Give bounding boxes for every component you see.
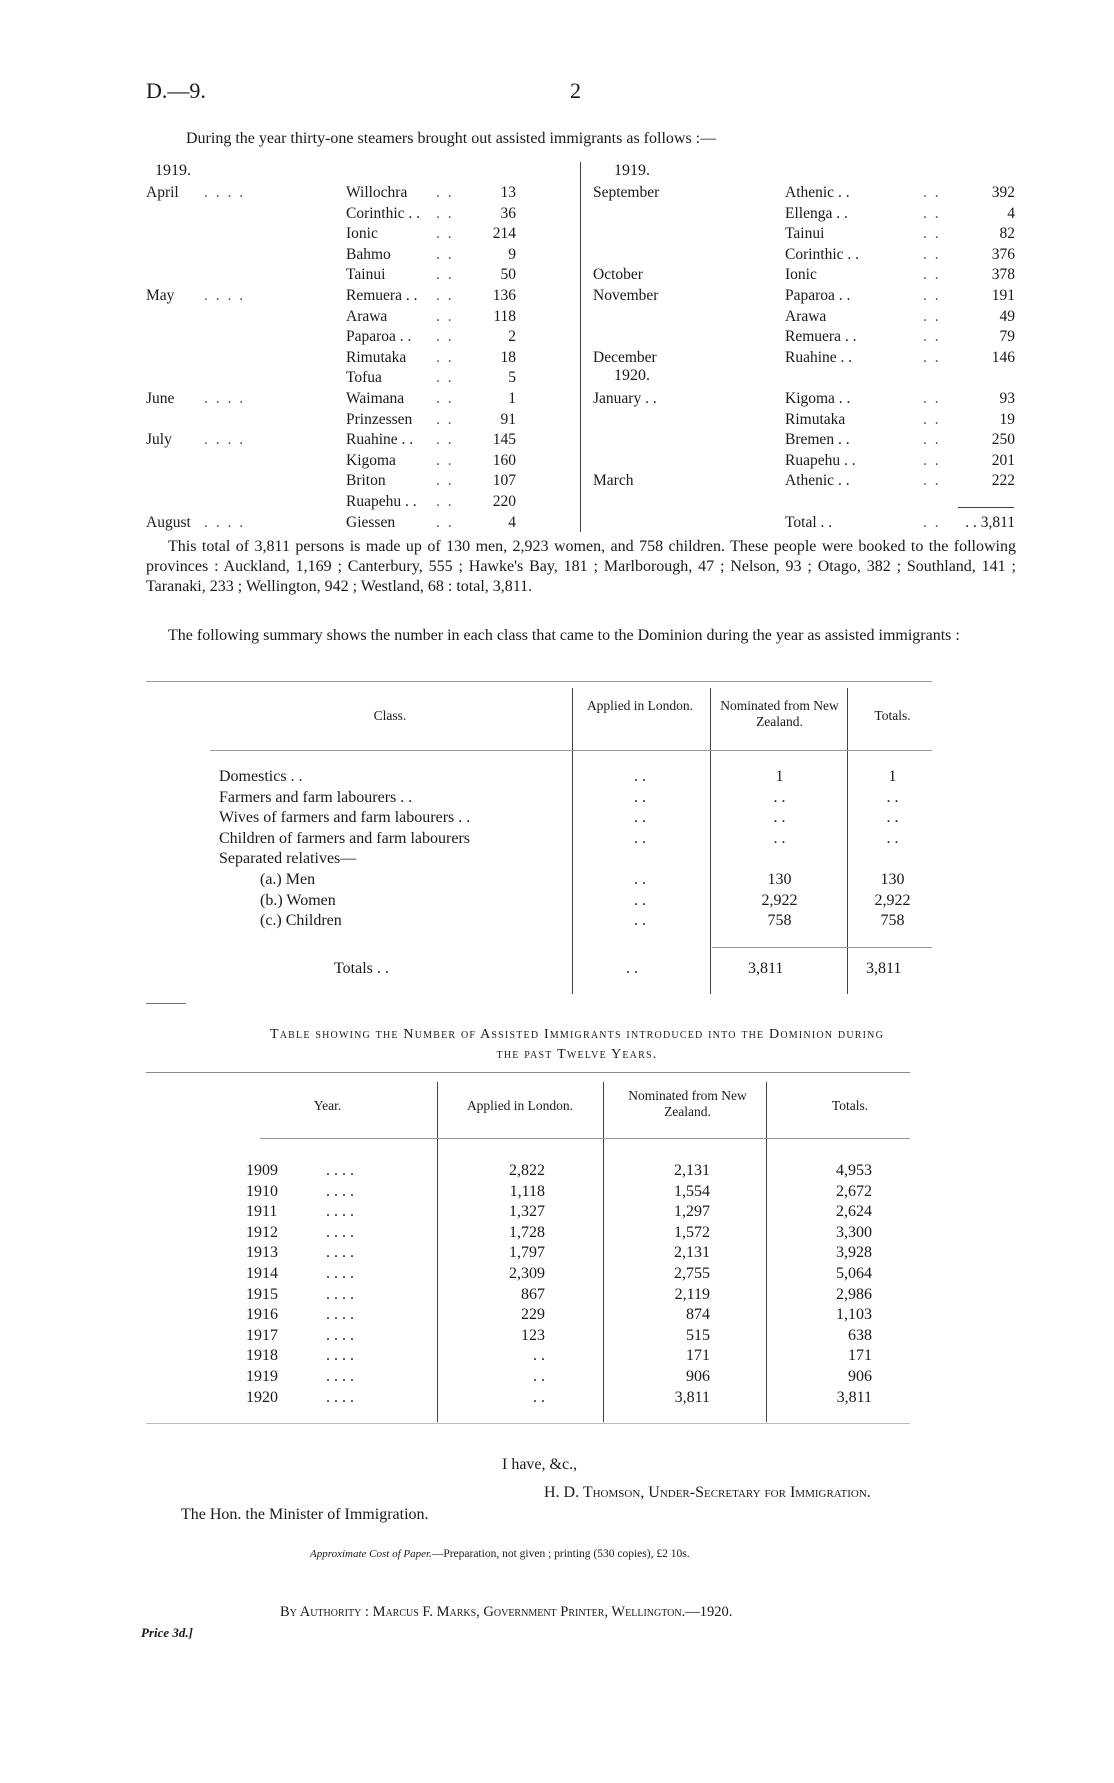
ship-row: [593, 471, 1015, 492]
ship-count: 82: [999, 225, 1015, 243]
ship-list-left: [146, 183, 576, 533]
ship-row: [146, 368, 576, 389]
ship-row: [593, 492, 1015, 513]
class-total: 2,922: [874, 891, 911, 909]
year-label: 1915: [246, 1285, 278, 1303]
year-nz: 1,572: [674, 1223, 710, 1241]
leader-dots: . . . .: [326, 1182, 354, 1200]
class-label: (b.) Women: [260, 891, 336, 909]
year-nz: 3,811: [674, 1388, 710, 1406]
leader-dots: . .: [923, 410, 941, 428]
class-intro-paragraph: The following summary shows the number in each class that came to the Dominion during the year as assisted immigrants :: [168, 627, 960, 644]
ship-name: Kigoma . .: [785, 389, 851, 407]
ship-row: [593, 245, 1015, 266]
year-label: 1918: [246, 1347, 278, 1365]
leader-dots: . . . .: [326, 1306, 354, 1324]
class-label: (c.) Children: [260, 912, 342, 930]
class-label: Farmers and farm labourers . .: [219, 788, 413, 806]
ship-row: [593, 368, 1015, 389]
ship-count: 378: [991, 266, 1015, 284]
class-total: 1: [888, 768, 897, 785]
leader-dots: . . . .: [326, 1203, 354, 1221]
ship-count: 93: [999, 389, 1015, 407]
summary-paragraph: This total of 3,811 persons is made up of 130 men, 2,923 women, and 758 children. These people were booked to the following provinces : Auckland, 1,169 ; Canterbury, 555 ; Hawke's Bay, 181 ; Marlborough, 47 ; Nelson, 93 ; Otago, 382 ; Southland, 141 ; Taranaki, 233 ; Wellington, 942 ; Westland, 68 : total, 3,811.: [146, 538, 1016, 595]
ship-row: [593, 183, 1015, 204]
year-nz: 515: [686, 1326, 710, 1344]
ship-month: September: [593, 184, 660, 201]
ship-name: Athenic . .: [785, 184, 850, 201]
ship-count: 19: [999, 410, 1015, 428]
ship-row: [146, 286, 576, 307]
leader-dots: . .: [923, 348, 941, 366]
ship-name: Paparoa . .: [785, 286, 851, 304]
year-total: 171: [848, 1347, 872, 1365]
ship-count: 145: [492, 431, 516, 449]
ship-month: January . .: [593, 389, 657, 407]
ship-name: Giessen: [346, 513, 396, 531]
class-nz: 758: [767, 912, 792, 930]
totals-london: . .: [626, 960, 638, 977]
leader-dots: . .: [923, 266, 941, 284]
ship-count: 222: [991, 472, 1015, 490]
ship-name: Rimutaka: [346, 348, 407, 366]
year-london: . .: [533, 1347, 545, 1365]
leader-dots: . .: [923, 286, 941, 304]
ship-month: March: [593, 472, 634, 490]
ship-count: 79: [999, 328, 1015, 346]
ship-count: 136: [492, 286, 516, 304]
year-total: 906: [848, 1368, 872, 1385]
year-nz: 1,554: [674, 1182, 710, 1200]
leader-dots: . .: [436, 410, 454, 428]
ship-name: Ruapehu . .: [785, 451, 856, 469]
ship-count: 4: [508, 513, 516, 531]
class-label: (a.) Men: [260, 871, 316, 888]
ship-count: 160: [492, 451, 516, 469]
addressee: The Hon. the Minister of Immigration.: [181, 1506, 429, 1523]
leader-dots: . . . .: [204, 184, 246, 201]
ship-row: [593, 348, 1015, 369]
year-total: 5,064: [836, 1265, 872, 1282]
year-nz: 874: [686, 1306, 710, 1324]
leader-dots: . . . .: [204, 286, 246, 304]
year-london: 123: [521, 1326, 545, 1344]
year-nz: 2,755: [674, 1265, 710, 1282]
ship-row: [146, 389, 576, 410]
leader-dots: . .: [436, 431, 454, 449]
ship-count: 50: [500, 266, 516, 284]
leader-dots: . . . .: [326, 1223, 354, 1241]
ship-name: Tofua: [346, 369, 382, 387]
ship-count: 13: [500, 184, 516, 201]
ship-count: 49: [999, 307, 1015, 325]
class-nz: 2,922: [761, 891, 798, 909]
ship-count: 392: [991, 184, 1015, 201]
class-label: Wives of farmers and farm labourers . .: [219, 809, 471, 827]
ship-row: [593, 224, 1015, 245]
class-nz: . .: [773, 788, 786, 806]
leader-dots: . .: [923, 307, 941, 325]
ship-row: [146, 327, 576, 348]
ship-row: [146, 224, 576, 245]
nz-header: Nominated from New Zealand.: [720, 698, 839, 729]
ship-name: Prinzessen: [346, 410, 413, 428]
leader-dots: . . . .: [204, 513, 246, 531]
year-nz: 906: [686, 1368, 710, 1385]
left-year: 1919.: [155, 162, 191, 179]
years-table-title-2: the past Twelve Years.: [496, 1047, 658, 1062]
year-total: 3,928: [836, 1244, 872, 1262]
leader-dots: . . . .: [326, 1265, 354, 1282]
ship-count: 91: [500, 410, 516, 428]
ship-name: Athenic . .: [785, 472, 850, 490]
ship-row: [146, 410, 576, 431]
ship-row: [593, 327, 1015, 348]
ship-name: Remuera . .: [346, 286, 418, 304]
ship-name: Arawa: [346, 307, 388, 325]
ship-name: Kigoma: [346, 451, 396, 469]
class-total: . .: [886, 788, 899, 806]
intro-line: During the year thirty-one steamers brought out assisted immigrants as follows :—: [186, 130, 717, 147]
ship-count: 36: [500, 204, 516, 222]
year-label: 1911: [246, 1203, 278, 1221]
ship-count: 146: [991, 348, 1015, 366]
ship-row: [593, 430, 1015, 451]
leader-dots: . .: [436, 369, 454, 387]
ship-name: Total . .: [785, 513, 833, 531]
leader-dots: . .: [436, 225, 454, 243]
class-london: . .: [634, 768, 646, 785]
ship-count: . . 3,811: [965, 513, 1015, 531]
ship-month: April: [146, 184, 179, 201]
leader-dots: . . . .: [326, 1162, 354, 1179]
class-label: Separated relatives—: [219, 850, 357, 868]
leader-dots: . .: [923, 328, 941, 346]
ship-name: Rimutaka: [785, 410, 846, 428]
ship-count: 201: [991, 451, 1015, 469]
leader-dots: . . . .: [204, 431, 246, 449]
class-london: . .: [634, 891, 646, 909]
ship-row: [146, 492, 576, 513]
total-rule: [958, 507, 1014, 508]
ship-row: [146, 451, 576, 472]
ship-row: [593, 204, 1015, 225]
leader-dots: . .: [436, 184, 454, 201]
cost-text: —Preparation, not given ; printing (530 copies), £2 10s.: [431, 1548, 690, 1560]
year-total: 2,624: [836, 1203, 872, 1221]
ship-month: August: [146, 513, 191, 531]
year-nz: 2,131: [674, 1162, 710, 1179]
leader-dots: . .: [436, 286, 454, 304]
year-nz: 2,131: [674, 1244, 710, 1262]
year-london: 2,309: [509, 1265, 545, 1282]
right-year: 1919.: [614, 162, 650, 179]
ship-month: May: [146, 286, 175, 304]
ship-count: 250: [991, 431, 1015, 449]
ship-name: Remuera . .: [785, 328, 857, 346]
year-label: 1919: [246, 1368, 278, 1385]
leader-dots: . .: [923, 184, 941, 201]
class-london: . .: [634, 912, 646, 930]
year-total: 4,953: [836, 1162, 872, 1179]
ship-name: Willochra: [346, 184, 408, 201]
ship-count: 376: [991, 245, 1015, 263]
ship-name: Ruahine . .: [785, 348, 853, 366]
leader-dots: . .: [923, 513, 941, 531]
ship-row: [593, 265, 1015, 286]
class-total: . .: [886, 829, 899, 847]
ship-count: 1: [508, 389, 516, 407]
ship-name: Ellenga . .: [785, 204, 848, 222]
year-london: 1,327: [509, 1203, 545, 1221]
london-header: Applied in London.: [586, 698, 694, 713]
leader-dots: . .: [436, 513, 454, 531]
ship-row: [593, 451, 1015, 472]
totals-label: Totals . .: [334, 960, 389, 977]
leader-dots: . . . .: [326, 1244, 354, 1262]
price: Price 3d.]: [141, 1625, 193, 1640]
year-nz: 2,119: [674, 1285, 710, 1303]
page-number: 2: [570, 78, 581, 103]
ship-name: Ruapehu . .: [346, 492, 417, 510]
class-nz: . .: [773, 829, 786, 847]
ship-month: November: [593, 286, 659, 304]
ship-month: July: [146, 431, 172, 449]
leader-dots: . .: [436, 307, 454, 325]
years-london-header: Applied in London.: [466, 1098, 574, 1113]
year-nz: 1,297: [674, 1203, 710, 1221]
class-total: 758: [880, 912, 905, 930]
ship-row: [593, 389, 1015, 410]
year-london: . .: [533, 1388, 545, 1406]
year-label: 1909: [246, 1162, 278, 1179]
leader-dots: . .: [923, 472, 941, 490]
class-label: Children of farmers and farm labourers: [219, 829, 471, 847]
totals-header: Totals.: [874, 708, 911, 723]
ship-row: [146, 245, 576, 266]
ship-name: Waimana: [346, 389, 405, 407]
ship-name: Corinthic . .: [785, 245, 860, 263]
year-london: . .: [533, 1368, 545, 1385]
class-london: . .: [634, 788, 646, 806]
year-total: 3,300: [836, 1223, 872, 1241]
ship-list-right: [593, 183, 1015, 533]
year-total: 2,672: [836, 1182, 872, 1200]
ship-name: Ruahine . .: [346, 431, 414, 449]
year-total: 638: [848, 1326, 872, 1344]
ship-name: Arawa: [785, 307, 827, 325]
ship-name: Tainui: [346, 266, 386, 284]
leader-dots: . . . .: [326, 1347, 354, 1365]
ship-count: 2: [508, 328, 516, 346]
ship-row: [146, 348, 576, 369]
class-nz: 130: [767, 871, 792, 888]
ship-count: 18: [500, 348, 516, 366]
cost-note: [310, 1548, 690, 1560]
year-total: 3,811: [836, 1388, 872, 1406]
leader-dots: . .: [923, 225, 941, 243]
ship-name: Bahmo: [346, 245, 391, 263]
totals-nz: 3,811: [748, 960, 784, 977]
leader-dots: . .: [436, 451, 454, 469]
ship-month: June: [146, 389, 175, 407]
year-label: 1913: [246, 1244, 278, 1262]
year-london: 229: [521, 1306, 545, 1324]
document-code: D.—9.: [146, 78, 206, 103]
year-london: 2,822: [509, 1162, 545, 1179]
ship-name: Corinthic . .: [346, 204, 421, 222]
year-london: 1,797: [509, 1244, 545, 1262]
leader-dots: . .: [923, 451, 941, 469]
leader-dots: . . . .: [326, 1285, 354, 1303]
cost-label: Approximate Cost of Paper.: [310, 1548, 432, 1560]
ship-count: 220: [492, 492, 516, 510]
leader-dots: . .: [436, 389, 454, 407]
year-total: 2,986: [836, 1285, 872, 1303]
signature: H. D. Thomson, Under-Secretary for Immigration.: [544, 1484, 871, 1501]
years-totals-header: Totals.: [831, 1098, 869, 1113]
class-total: . .: [886, 809, 899, 827]
ship-row: [146, 513, 576, 534]
right-year-1920: 1920.: [614, 367, 650, 384]
class-label: Domestics . .: [219, 768, 303, 785]
leader-dots: . .: [436, 204, 454, 222]
year-london: 1,728: [509, 1223, 545, 1241]
leader-dots: . .: [436, 348, 454, 366]
leader-dots: . .: [436, 472, 454, 490]
year-label: 1917: [246, 1326, 278, 1344]
class-header: Class.: [373, 708, 407, 723]
ship-row: [146, 471, 576, 492]
ship-row: [146, 430, 576, 451]
authority-line: By Authority : Marcus F. Marks, Government Printer, Wellington.—1920.: [280, 1604, 733, 1620]
year-london: 867: [521, 1285, 545, 1303]
years-nz-header: Nominated from New Zealand.: [628, 1088, 747, 1119]
ship-month: October: [593, 266, 643, 284]
class-london: . .: [634, 809, 646, 827]
ship-row: [593, 307, 1015, 328]
ship-count: 214: [492, 225, 516, 243]
year-label: 1910: [246, 1182, 278, 1200]
class-total: 130: [880, 871, 905, 888]
year-nz: 171: [686, 1347, 710, 1365]
ship-row: [146, 204, 576, 225]
year-label: 1916: [246, 1306, 278, 1324]
ship-name: Briton: [346, 472, 386, 490]
totals-total: 3,811: [866, 960, 902, 977]
class-london: . .: [634, 871, 646, 888]
ship-row: [146, 307, 576, 328]
leader-dots: . .: [923, 431, 941, 449]
ship-count: 191: [991, 286, 1015, 304]
ship-row: [593, 410, 1015, 431]
ship-name: Paparoa . .: [346, 328, 412, 346]
year-label: 1914: [246, 1265, 278, 1282]
leader-dots: . .: [436, 328, 454, 346]
ship-month: December: [593, 348, 657, 366]
leader-dots: . .: [923, 204, 941, 222]
years-table-title: Table showing the Number of Assisted Immigrants introduced into the Dominion during: [269, 1027, 884, 1042]
class-nz: 1: [775, 768, 784, 785]
ship-count: 5: [508, 369, 516, 387]
leader-dots: . .: [923, 245, 941, 263]
year-total: 1,103: [836, 1306, 872, 1324]
ship-row: [146, 183, 576, 204]
year-label: 1920: [246, 1388, 278, 1406]
class-nz: . .: [773, 809, 786, 827]
ship-name: Tainui: [785, 225, 825, 243]
leader-dots: . . . .: [326, 1368, 354, 1385]
closing: I have, &c.,: [502, 1456, 578, 1473]
ship-count: 4: [1007, 204, 1015, 222]
year-label: 1912: [246, 1223, 278, 1241]
ship-count: 9: [508, 245, 516, 263]
leader-dots: . .: [923, 389, 941, 407]
leader-dots: . . . .: [204, 389, 246, 407]
ship-row: [593, 513, 1015, 534]
year-header: Year.: [313, 1098, 342, 1113]
ship-name: Ionic: [785, 266, 817, 284]
leader-dots: . .: [436, 266, 454, 284]
leader-dots: . .: [436, 245, 454, 263]
leader-dots: . .: [436, 492, 454, 510]
ship-row: [146, 265, 576, 286]
class-london: . .: [634, 829, 646, 847]
ship-name: Ionic: [346, 225, 378, 243]
ship-row: [593, 286, 1015, 307]
ship-name: Bremen . .: [785, 431, 850, 449]
year-london: 1,118: [509, 1182, 545, 1200]
ship-count: 118: [493, 307, 516, 325]
column-divider: [580, 162, 581, 532]
ship-count: 107: [492, 472, 516, 490]
leader-dots: . . . .: [326, 1326, 354, 1344]
leader-dots: . . . .: [326, 1388, 354, 1406]
